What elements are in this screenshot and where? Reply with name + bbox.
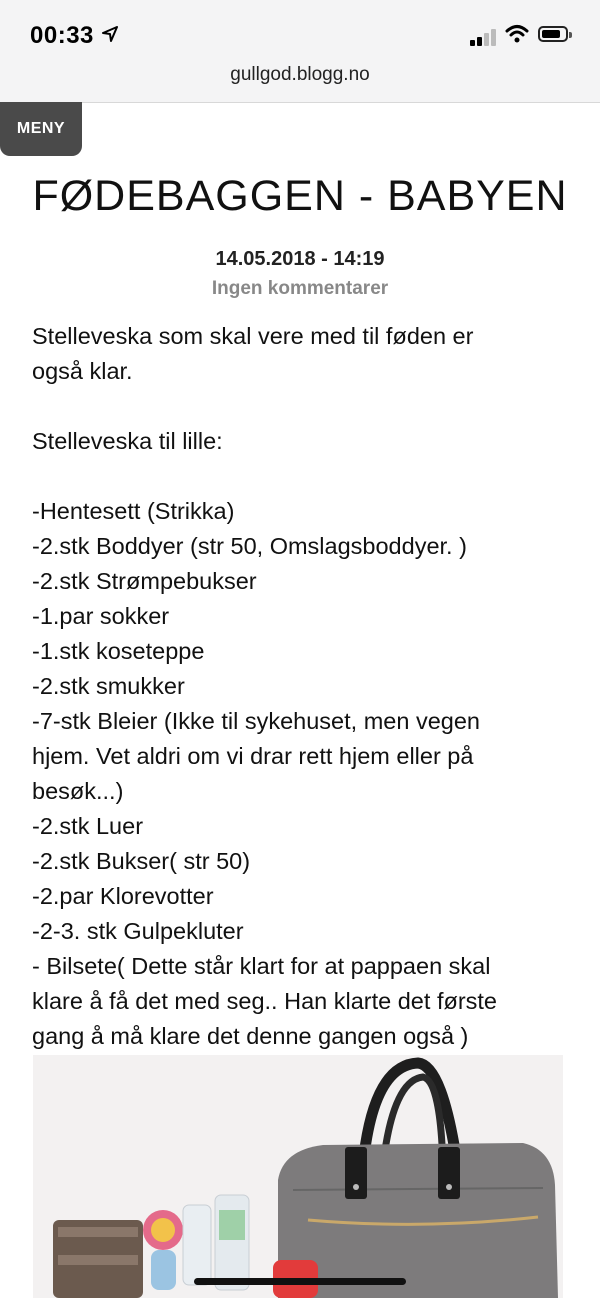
post-body [32, 319, 562, 1054]
wifi-icon [505, 24, 529, 44]
list-item: gang å må klare det denne gangen også ) [32, 1023, 469, 1049]
home-indicator[interactable] [194, 1278, 406, 1285]
list-item: -7-stk Bleier (Ikke til sykehuset, men vegen [32, 708, 480, 734]
signal-icon [470, 28, 500, 46]
list-item: -2.par Klorevotter [32, 883, 214, 909]
list-item: besøk...) [32, 778, 124, 804]
subheading: Stelleveska til lille: [32, 428, 223, 454]
list-item: -2.stk Bukser( str 50) [32, 848, 251, 874]
comments-link[interactable]: Ingen kommentarer [211, 278, 389, 299]
bag-illustration [33, 1055, 563, 1298]
list-item: -2.stk Boddyer (str 50, Omslagsboddyer. ) [32, 533, 467, 559]
list-item: -1.stk koseteppe [32, 638, 205, 664]
list-item: -2.stk smukker [32, 673, 185, 699]
list-item: -1.par sokker [32, 603, 170, 629]
clock: 00:33 [30, 22, 94, 49]
location-arrow-icon [102, 26, 118, 42]
diaper-bag-photo [33, 1055, 563, 1298]
battery-icon [538, 26, 568, 42]
page-title: FØDEBAGGEN - BABYEN [32, 172, 568, 220]
list-item: -2.stk Strømpebukser [32, 568, 257, 594]
address-bar-url[interactable]: gullgod.blogg.no [230, 64, 370, 85]
list-item: -2.stk Luer [32, 813, 144, 839]
list-item: -Hentesett (Strikka) [32, 498, 235, 524]
status-bar [0, 0, 600, 103]
list-item: -2-3. stk Gulpekluter [32, 918, 244, 944]
post-date: 14.05.2018 - 14:19 [215, 248, 385, 270]
menu-button[interactable]: MENY [0, 102, 82, 156]
intro-line: Stelleveska som skal vere med til føden er [32, 323, 474, 349]
list-item: hjem. Vet aldri om vi drar rett hjem eller på [32, 743, 474, 769]
list-item: klare å få det med seg.. Han klarte det første [32, 988, 497, 1014]
list-item: - Bilsete( Dette står klart for at pappaen skal [32, 953, 491, 979]
intro-line: også klar. [32, 358, 133, 384]
